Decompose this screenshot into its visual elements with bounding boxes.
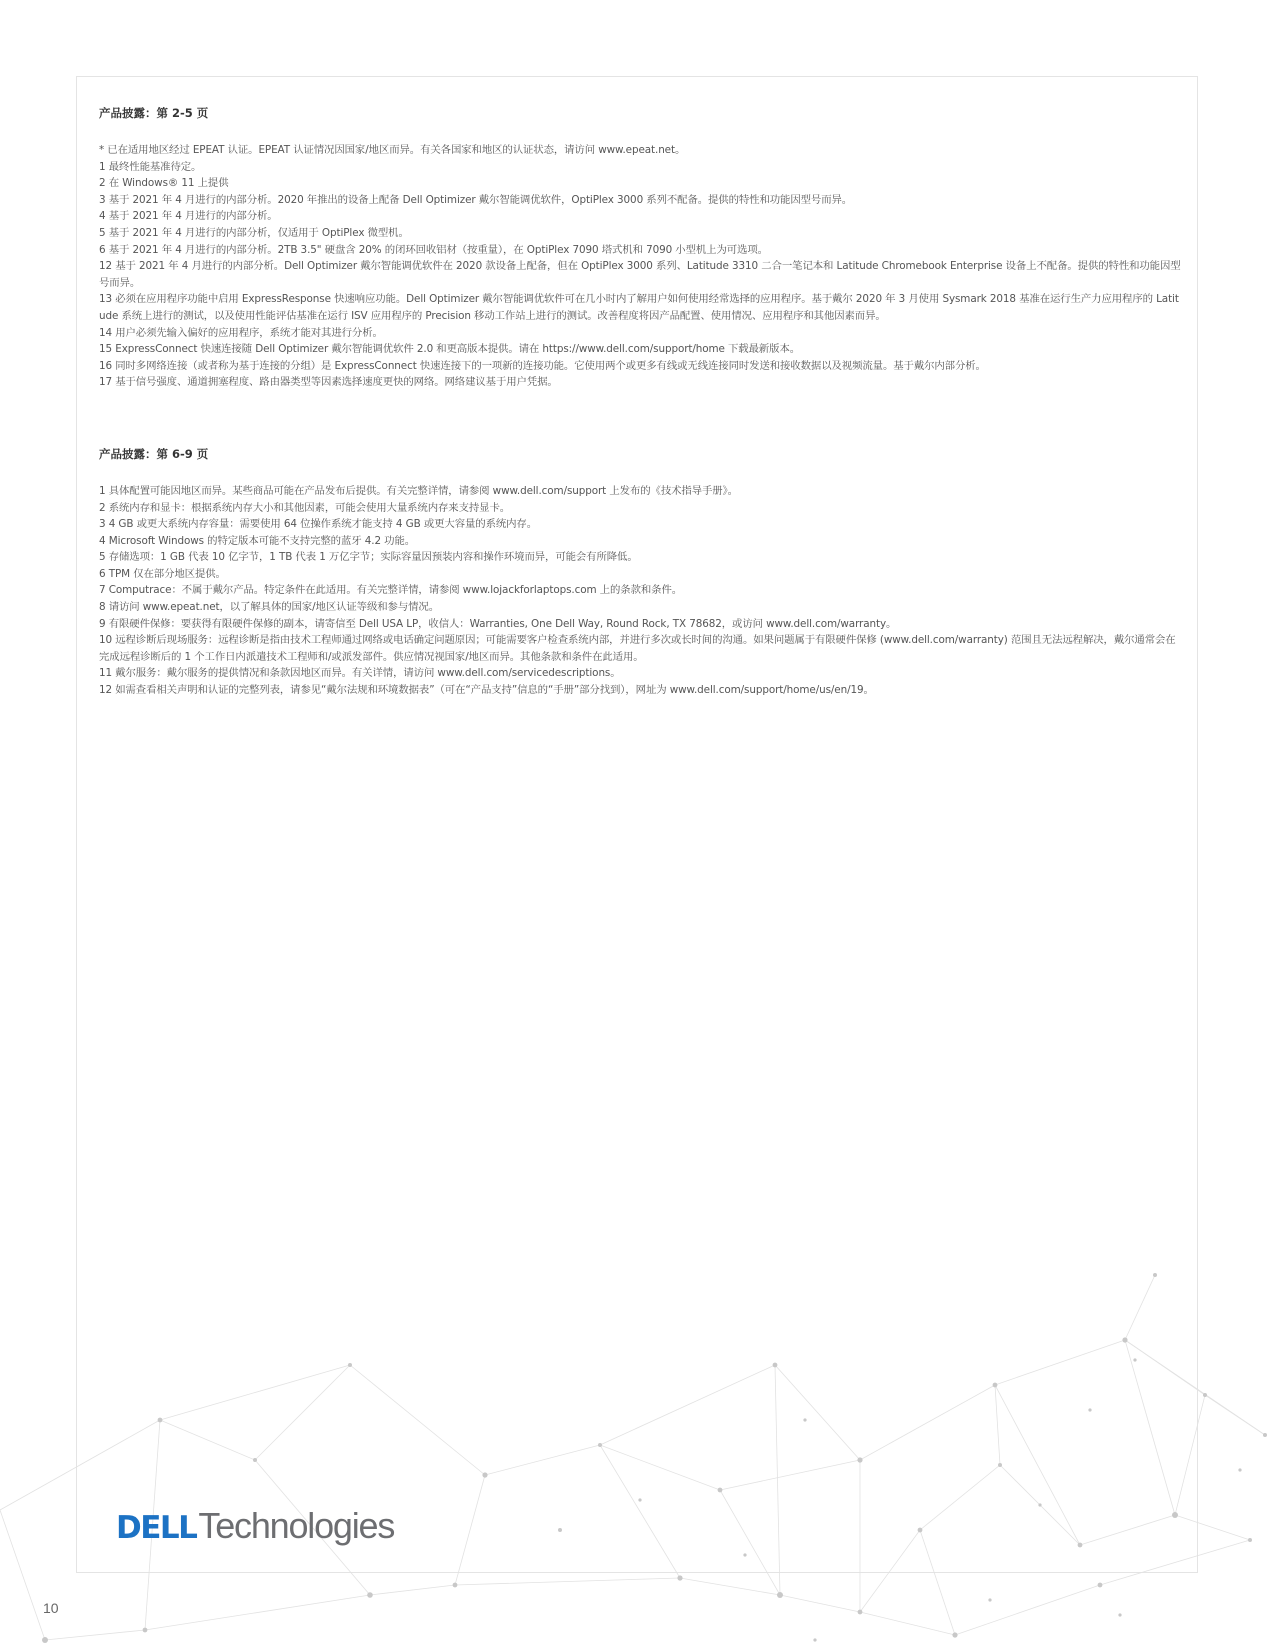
footnote-item: 15 ExpressConnect 快速连接随 Dell Optimizer 戴尔智能调优软件 2.0 和更高版本提供。请在 https://www.dell.com/support/home 下载最新版本。 (99, 343, 801, 356)
footnote-item: 9 有限硬件保修：要获得有限硬件保修的副本，请寄信至 Dell USA LP，收信人：Warranties, One Dell Way, Round Rock, TX 78682，或访问 www.dell.com/warranty。 (99, 617, 897, 630)
disclosures-content (99, 106, 1181, 699)
footnote-list (99, 483, 1181, 699)
footnote-item: 5 存储选项：1 GB 代表 10 亿字节，1 TB 代表 1 万亿字节；实际容量因预装内容和操作环境而异，可能会有所降低。 (99, 551, 638, 564)
dell-technologies-logo (116, 1505, 394, 1547)
footnote-item: 14 用户必须先输入偏好的应用程序，系统才能对其进行分析。 (99, 326, 383, 339)
footnote-item: 2 系统内存和显卡：根据系统内存大小和其他因素，可能会使用大量系统内存来支持显卡。 (99, 501, 511, 514)
footnote-item: 13 必须在应用程序功能中启用 ExpressResponse 快速响应功能。Dell Optimizer 戴尔智能调优软件可在几小时内了解用户如何使用经常选择的应用程序。基于戴尔 2020 年 3 月使用 Sysmark 2018 基准在运行生产力应用程序的 Latitude 系统上进行的测试，以及使用性能评估基准在运行 ISV 应用程序的 Precision 移动工作站上进行的测试。改善程度将因产品配置、使用情况、应用程序和其他因素而异。 (99, 293, 1179, 322)
footnote-item: 7 Computrace：不属于戴尔产品。特定条件在此适用。有关完整详情，请参阅 www.lojackforlaptops.com 上的条款和条件。 (99, 584, 683, 597)
footnote-list (99, 142, 1181, 391)
section-heading: 产品披露：第 2-5 页 (99, 106, 209, 120)
disclosure-section-pages-2-5 (99, 106, 1181, 391)
footnote-item: 5 基于 2021 年 4 月进行的内部分析，仅适用于 OptiPlex 微型机。 (99, 226, 409, 239)
footnote-item: 3 4 GB 或更大系统内存容量：需要使用 64 位操作系统才能支持 4 GB 或更大容量的系统内存。 (99, 518, 538, 531)
logo-suffix: Technologies (198, 1505, 395, 1546)
page-number: 10 (43, 1600, 59, 1616)
footnote-item: 4 Microsoft Windows 的特定版本可能不支持完整的蓝牙 4.2 功能。 (99, 534, 416, 547)
footnote-item: 1 具体配置可能因地区而异。某些商品可能在产品发布后提供。有关完整详情，请参阅 www.dell.com/support 上发布的《技术指导手册》。 (99, 484, 738, 497)
disclosure-section-pages-6-9 (99, 447, 1181, 699)
footnote-item: 2 在 Windows® 11 上提供 (99, 177, 229, 190)
footnote-item: 16 同时多网络连接（或者称为基于连接的分组）是 ExpressConnect 快速连接下的一项新的连接功能。它使用两个或更多有线或无线连接同时发送和接收数据以及视频流量。基于戴尔内部分析。 (99, 359, 986, 372)
footnote-item: 17 基于信号强度、通道拥塞程度、路由器类型等因素选择速度更快的网络。网络建议基于用户凭据。 (99, 376, 558, 389)
footnote-item: 6 基于 2021 年 4 月进行的内部分析。2TB 3.5" 硬盘含 20% 的闭环回收铝材（按重量），在 OptiPlex 7090 塔式机和 7090 小型机上为可选项。 (99, 243, 768, 256)
footnote-item: 3 基于 2021 年 4 月进行的内部分析。2020 年推出的设备上配备 Dell Optimizer 戴尔智能调优软件，OptiPlex 3000 系列不配备。提供的特性和功能因型号而异。 (99, 193, 853, 206)
logo-brand: DELL (116, 1510, 197, 1546)
footnote-item: 8 请访问 www.epeat.net，以了解具体的国家/地区认证等级和参与情况。 (99, 601, 440, 614)
footnote-item: 1 最终性能基准待定。 (99, 160, 202, 173)
footnote-item: 12 如需查看相关声明和认证的完整列表，请参见“戴尔法规和环境数据表”（可在“产品支持”信息的“手册”部分找到），网址为 www.dell.com/support/home/us/en/19。 (99, 684, 874, 697)
footnote-item: 4 基于 2021 年 4 月进行的内部分析。 (99, 210, 278, 223)
footnote-item: * 已在适用地区经过 EPEAT 认证。EPEAT 认证情况因国家/地区而异。有关各国家和地区的认证状态，请访问 www.epeat.net。 (99, 144, 686, 156)
footnote-item: 12 基于 2021 年 4 月进行的内部分析。Dell Optimizer 戴尔智能调优软件在 2020 款设备上配备，但在 OptiPlex 3000 系列、Latitude 3310 二合一笔记本和 Latitude Chromebook Enterprise 设备上不配备。提供的特性和功能因型号而异。 (99, 260, 1181, 289)
footnote-item: 10 远程诊断后现场服务：远程诊断是指由技术工程师通过网络或电话确定问题原因；可能需要客户检查系统内部，并进行多次或长时间的沟通。如果问题属于有限硬件保修 (www.dell.com/warranty) 范围且无法远程解决，戴尔通常会在完成远程诊断后的 1 个工作日内派遣技术工程师和/或派发部件。供应情况视国家/地区而异。其他条款和条件在此适用。 (99, 634, 1176, 663)
footnote-item: 11 戴尔服务：戴尔服务的提供情况和条款因地区而异。有关详情，请访问 www.dell.com/servicedescriptions。 (99, 667, 621, 680)
footnote-item: 6 TPM 仅在部分地区提供。 (99, 567, 226, 580)
section-heading: 产品披露：第 6-9 页 (99, 446, 209, 461)
